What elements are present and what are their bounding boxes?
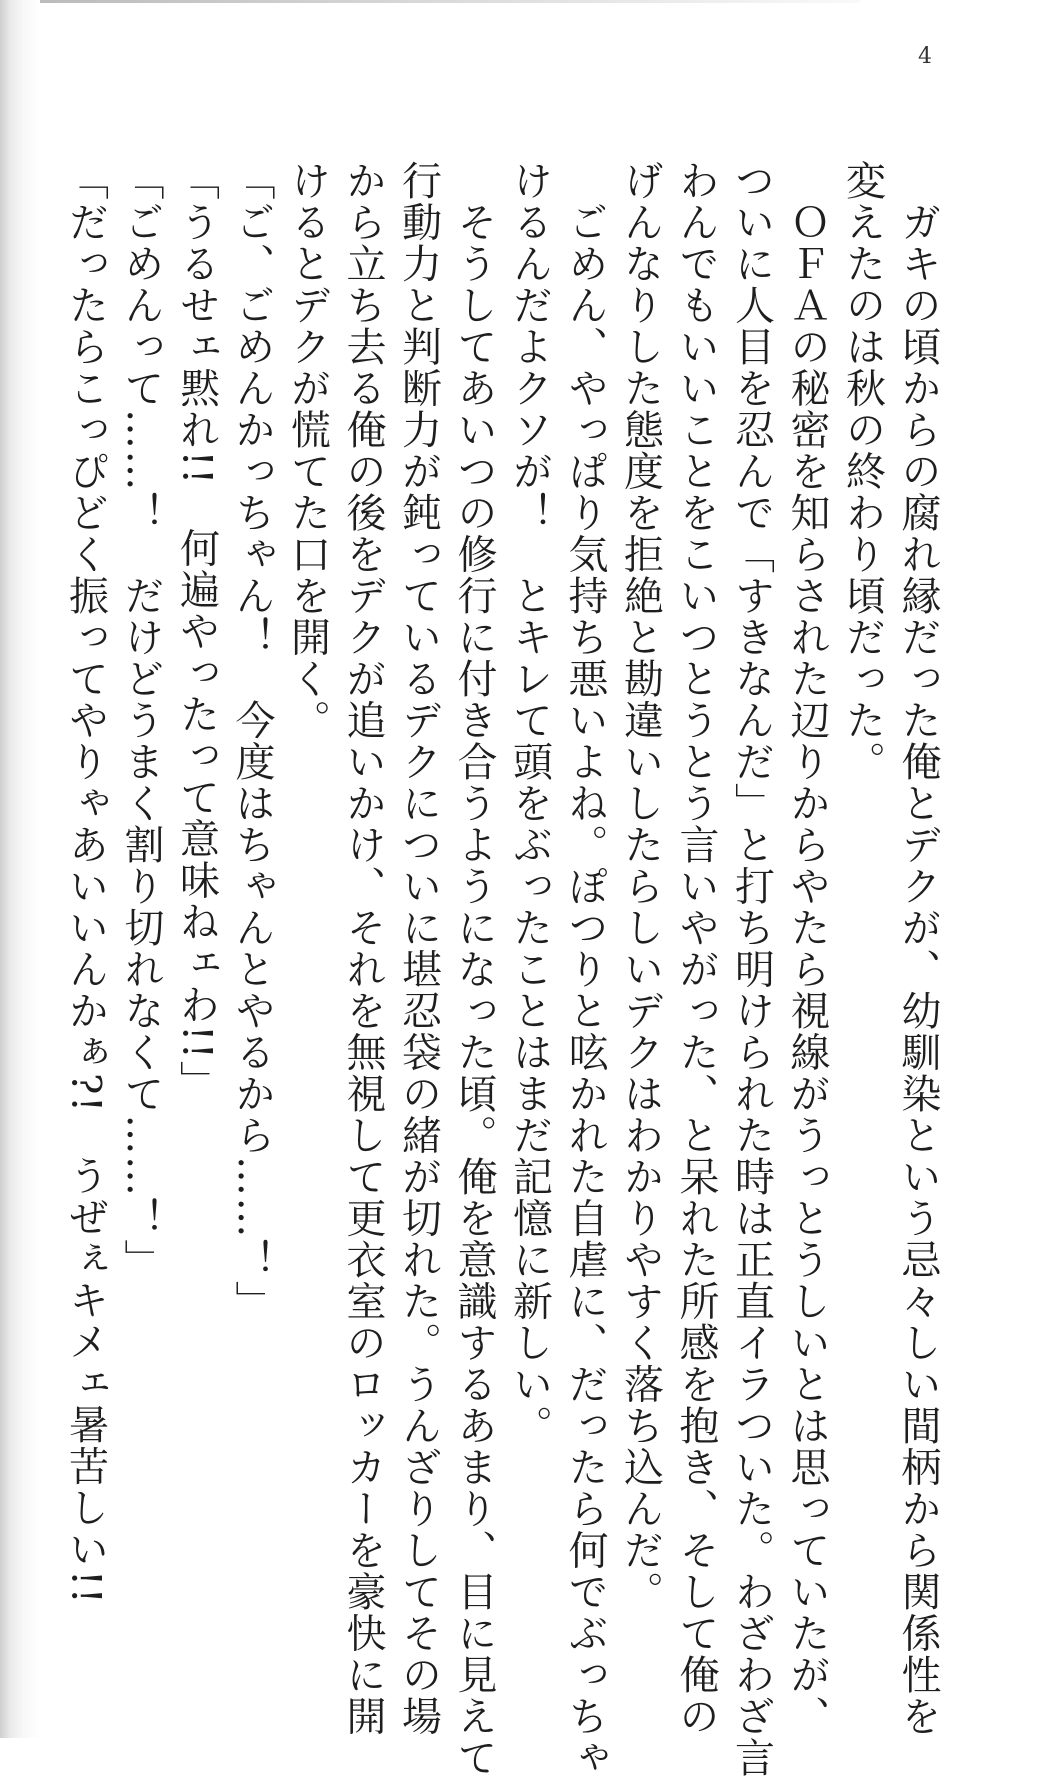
dialogue-line: 「だったらこっぴどく振ってやりゃあいいんかぁ?! うぜぇキメェ暑苦しい!! [62, 160, 109, 1606]
vertical-body-text [62, 160, 945, 1779]
text-line: ごめん、やっぱり気持ち悪いよね。ぽつりと呟かれた自虐に、だったら何でぶっちゃ [562, 160, 608, 1779]
text-line: わんでもいいことをこいつとうとう言いやがった、と呆れた所感を抱き、そして俺の [673, 160, 719, 1737]
text-line: 行動力と判断力が鈍っているデクについに堪忍袋の緒が切れた。うんざりしてその場 [395, 160, 442, 1737]
text-line: そうしてあいつの修行に付き合うようになった頃。俺を意識するあまり、目に見えて [451, 160, 497, 1779]
text-line: ガキの頃からの腐れ縁だった俺とデクが、幼馴染という忌々しい間柄から関係性を [895, 160, 941, 1737]
text-line: けるんだよクソが！ とキレて頭をぶったことはまだ記憶に新しい。 [506, 160, 553, 1447]
page-top-edge [40, 0, 860, 3]
text-line: から立ち去る俺の後をデクが追いかけ、それを無視して更衣室のロッカーを豪快に開 [340, 160, 386, 1737]
text-line: げんなりした態度を拒絶と勘違いしたらしいデクはわかりやすく落ち込んだ。 [617, 160, 664, 1613]
page-number: 4 [918, 44, 932, 69]
text-line: ＯＦＡの秘密を知らされた辺りからやたら視線がうっとうしいとは思っていたが、 [784, 160, 830, 1737]
dialogue-line: 「ごめんって……！ だけどうまく割り切れなくて……！」 [118, 160, 164, 1281]
text-line: 変えたのは秋の終わり頃だった。 [839, 160, 886, 783]
text-line: ついに人目を忍んで「すきなんだ」と打ち明けられた時は正直イラついた。わざわざ言 [728, 160, 775, 1779]
dialogue-line: 「うるせェ黙れ!! 何遍やったって意味ねェわ!!」 [173, 160, 220, 1102]
text-line: けるとデクが慌てた口を開く。 [284, 160, 331, 741]
dialogue-line: 「ご、ごめんかっちゃん！ 今度はちゃんとやるから……！」 [229, 160, 275, 1322]
